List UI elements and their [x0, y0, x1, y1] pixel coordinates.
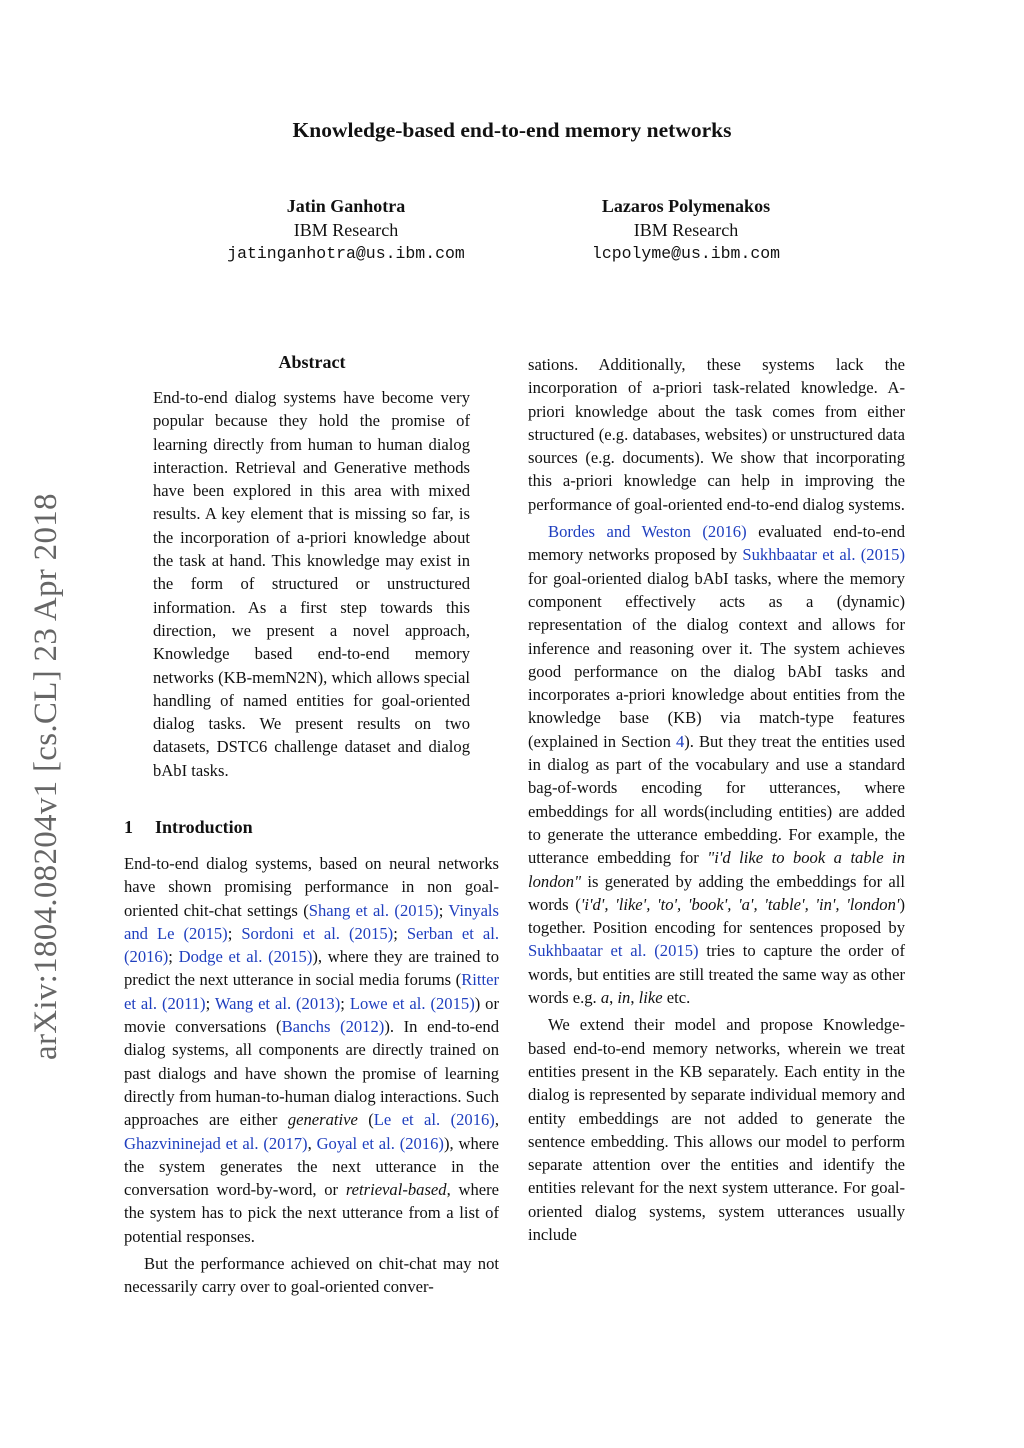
section-heading	[124, 817, 253, 838]
intro-paragraph-4: Bordes and Weston (2016) evaluated end-to-end memory networks proposed by Sukhbaatar et al. (2015) for goal-oriented dialog bAbI tasks, where the memory component effectively acts as a (dynamic) representation of the dialog context and allows for inference and reasoning over it. The system achieves good performance on the dialog bAbI tasks and incorporates a-priori knowledge about entities from the knowledge base (KB) via match-type features (explained in Section 4). But they treat the entities used in dialog as part of the vocabulary and use a standard bag-of-words encoding for utterances, where embeddings for all words(including entities) are added to generate the utterance embedding. For example, the utterance embedding for "i'd like to book a table in london" is generated by adding the embeddings for all words ('i'd', 'like', 'to', 'book', 'a', 'table', 'in', 'london') together. Position encoding for sentences proposed by Sukhbaatar et al. (2015) tries to capture the order of words, but entities are still treated the same way as other words e.g. a, in, like etc.	[528, 522, 905, 1008]
citation-link[interactable]: Sukhbaatar et al. (2015)	[742, 545, 905, 565]
left-column	[124, 852, 499, 1303]
emphasis: retrieval-based	[345, 1180, 447, 1200]
citation-link[interactable]: Bordes and Weston (2016)	[548, 522, 747, 542]
citation-link[interactable]: Dodge et al. (2015)	[178, 947, 313, 967]
author-block-2	[516, 194, 856, 266]
author-email: jatinganhotra@us.ibm.com	[227, 244, 465, 263]
emphasis: in	[617, 988, 631, 1008]
author-email: lcpolyme@us.ibm.com	[591, 244, 781, 263]
abstract-text: End-to-end dialog systems have become very popular because they hold the promise of learning directly from human to human dialog interaction. Retrieval and Generative methods have been explored in this area with mixed results. A key element that is missing so far, is the incorporation of a-priori knowledge about the task at hand. This knowledge may exist in the form of structured or unstructured information. As a first step towards this direction, we present a novel approach, Knowledge based end-to-end memory networks (KB-memN2N), which allows special handling of named entities for goal-oriented dialog tasks. We present results on two datasets, DSTC6 challenge dataset and dialog bAbI tasks.	[153, 388, 470, 780]
author-block-1	[176, 194, 516, 266]
paper-title: Knowledge-based end-to-end memory networks	[292, 118, 732, 142]
citation-link[interactable]: Sordoni et al. (2015)	[241, 923, 394, 943]
citation-link[interactable]: Lowe et al. (2015)	[349, 993, 475, 1013]
citation-link[interactable]: Shang et al. (2015)	[308, 900, 439, 920]
emphasis: generative	[287, 1110, 358, 1130]
citation-link[interactable]: Ritter et al. (2011)	[124, 970, 499, 1013]
example-words: 'i'd', 'like', 'to', 'book', 'a', 'table', 'in', 'london'	[580, 894, 900, 914]
arxiv-identifier: arXiv:1804.08204v1 [cs.CL] 23 Apr 2018	[28, 493, 64, 1060]
intro-paragraph-2: But the performance achieved on chit-chat may not necessarily carry over to goal-oriented conver-	[124, 1254, 499, 1297]
example-utterance: "i'd like to book a table in london"	[528, 848, 905, 891]
author-affiliation: IBM Research	[633, 220, 739, 240]
abstract-heading: Abstract	[278, 352, 346, 372]
citation-link[interactable]: Le et al. (2016)	[373, 1110, 495, 1130]
citation-link[interactable]: Ghazvininejad et al. (2017)	[124, 1133, 308, 1153]
intro-paragraph-3: sations. Additionally, these systems lack the incorporation of a-priori task-related knowledge. A-priori knowledge about the task comes from either structured (e.g. databases, websites) or unstructured data sources (e.g. documents). We show that incorporating this a-priori knowledge can help in improving the performance of goal-oriented end-to-end dialog systems.	[528, 355, 905, 514]
citation-link[interactable]: Serban et al. (2016)	[124, 923, 499, 967]
citation-link[interactable]: Vinyals and Le (2015)	[124, 900, 499, 943]
section-number: 1	[124, 817, 133, 837]
citation-link[interactable]: Goyal et al. (2016)	[316, 1133, 444, 1153]
right-column	[528, 353, 905, 1250]
author-name: Jatin Ganhotra	[286, 196, 406, 216]
section-title: Introduction	[155, 817, 253, 837]
intro-paragraph-5: We extend their model and propose Knowledge-based end-to-end memory networks, wherein we treat entities present in the KB separately. Each entity in the dialog is represented by separate individual memory and entity embeddings are not added to generate the sentence embedding. This allows our model to perform separate attention over the entities and identify the entities relevant for the next system utterance. For goal-oriented dialog systems, system utterances usually include	[528, 1015, 905, 1244]
emphasis: like	[638, 988, 663, 1008]
emphasis: a	[600, 988, 610, 1008]
citation-link[interactable]: Wang et al. (2013)	[214, 993, 341, 1013]
citation-link[interactable]: Sukhbaatar et al. (2015)	[528, 941, 699, 961]
section-reference-link[interactable]: 4	[675, 731, 685, 751]
citation-link[interactable]: Banchs (2012)	[281, 1017, 385, 1037]
author-name: Lazaros Polymenakos	[601, 196, 771, 216]
author-affiliation: IBM Research	[293, 220, 399, 240]
intro-paragraph-1: End-to-end dialog systems, based on neural networks have shown promising performance in non goal-oriented chit-chat settings (Shang et al. (2015); Vinyals and Le (2015); Sordoni et al. (2015); Serban et al. (2016); Dodge et al. (2015)), where they are trained to predict the next utterance in social media forums (Ritter et al. (2011); Wang et al. (2013); Lowe et al. (2015)) or movie conversations (Banchs (2012)). In end-to-end dialog systems, all components are directly trained on past dialogs and have shown the promise of learning directly from human-to-human dialog interactions. Such approaches are either generative (Le et al. (2016), Ghazvininejad et al. (2017), Goyal et al. (2016)), where the system generates the next utterance in the conversation word-by-word, or retrieval-based, where the system has to pick the next utterance from a list of potential responses.	[124, 854, 500, 1246]
